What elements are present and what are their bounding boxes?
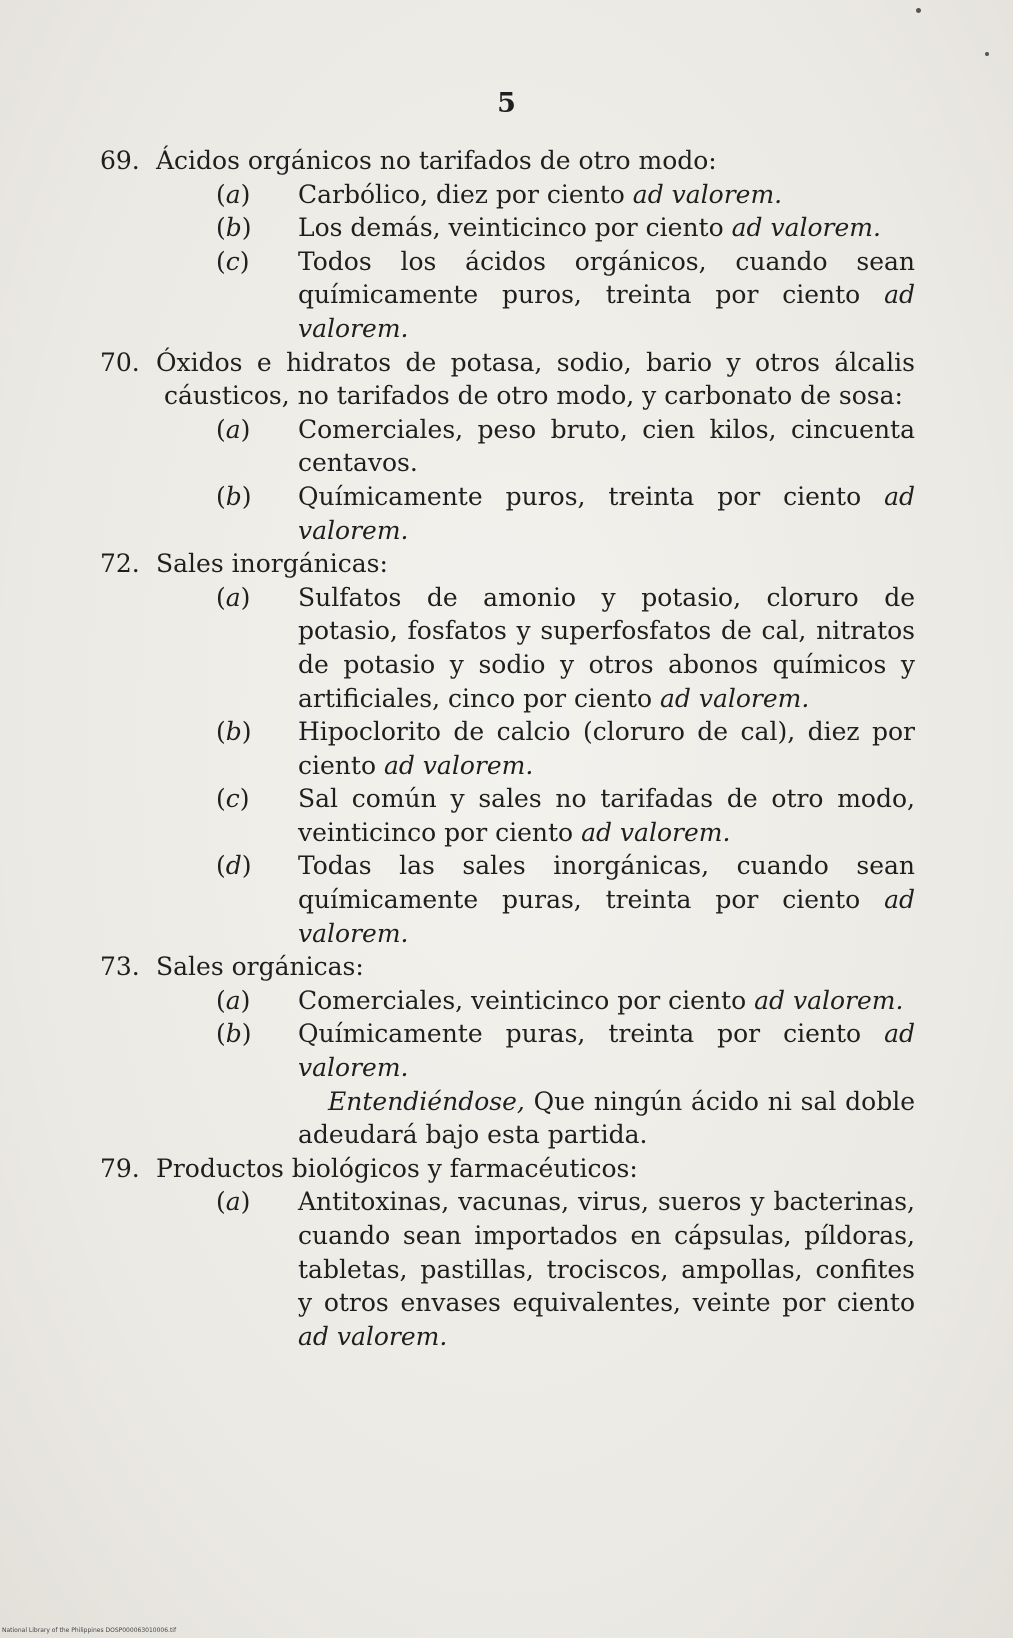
item-latin: ad valorem. <box>731 213 881 243</box>
note-text: Que ningún ácido ni sal doble adeudará bajo esta partida. <box>298 1086 915 1150</box>
item-text: Todas las sales inorgánicas, cuando sean químicamente puras, treinta por ciento <box>298 851 915 915</box>
item-latin: ad valorem. <box>632 179 783 209</box>
tariff-entry-79 <box>100 1152 915 1354</box>
item-latin: ad valorem. <box>298 481 915 545</box>
item-text: Los demás, veinticinco por ciento <box>298 213 724 243</box>
entry-label: Sales inorgánicas: <box>156 549 388 579</box>
item-latin: ad valorem. <box>298 885 915 948</box>
item-letter: (a) <box>216 414 251 444</box>
item-letter: (c) <box>216 246 250 276</box>
item-letter: (a) <box>216 985 251 1015</box>
item-letter: (c) <box>216 784 250 814</box>
tariff-entry-72 <box>100 547 915 950</box>
entry-label: Sales orgánicas: <box>156 952 364 982</box>
entry-heading <box>100 950 915 984</box>
scan-footer: National Library of the Philippines DOSP000063010006.tif <box>2 1627 177 1634</box>
entry-label: Ácidos orgánicos no tarifados de otro modo: <box>156 146 717 175</box>
entry-number: 79. <box>100 1153 140 1183</box>
item-text: Sal común y sales no tarifadas de otro modo, veinticinco por ciento <box>298 784 915 847</box>
item-letter: (b) <box>216 717 252 747</box>
item-latin: ad valorem. <box>298 280 915 343</box>
dust-speck <box>916 8 921 13</box>
item-text: Hipoclorito de calcio (cloruro de cal), diez por ciento <box>298 717 915 780</box>
entry-heading <box>100 1152 915 1186</box>
item-letter: (b) <box>216 481 252 511</box>
tariff-entry-70 <box>100 346 915 548</box>
entry-label: Productos biológicos y farmacéuticos: <box>156 1153 638 1183</box>
entry-item <box>100 211 915 245</box>
entry-item <box>100 782 915 849</box>
item-text: Comerciales, veinticinco por ciento <box>298 985 747 1015</box>
item-text: Sulfatos de amonio y potasio, cloruro de potasio, fosfatos y superfosfatos de cal, nitratos de potasio y sodio y otros abonos químicos y artificiales, cinco por ciento <box>298 582 915 713</box>
entry-number: 69. <box>100 146 140 175</box>
entry-heading <box>100 547 915 581</box>
item-letter: (b) <box>216 213 252 243</box>
entry-note <box>100 1085 915 1152</box>
item-letter: (a) <box>216 582 251 612</box>
tariff-entry-69 <box>100 144 915 346</box>
tariff-entry-73 <box>100 950 915 1152</box>
item-latin: ad valorem. <box>581 817 731 847</box>
entry-item <box>100 849 915 950</box>
entry-label: Óxidos e hidratos de potasa, sodio, bario y otros álcalis cáusticos, no tarifados de otro modo, y carbonato de sosa: <box>156 347 915 411</box>
entry-item <box>100 1017 915 1084</box>
item-text: Antitoxinas, vacunas, virus, sueros y bacterinas, cuando sean importados en cápsulas, píldoras, tabletas, pastillas, trociscos, ampollas, confites y otros envases equivalentes, veinte por ciento <box>298 1187 915 1318</box>
item-text: Químicamente puros, treinta por ciento <box>298 481 862 511</box>
item-letter: (b) <box>216 1019 252 1049</box>
item-latin: ad valorem. <box>383 750 534 780</box>
item-latin: ad valorem. <box>298 1321 448 1351</box>
entry-item <box>100 413 915 480</box>
entry-item <box>100 1185 915 1353</box>
item-letter: (d) <box>216 851 252 881</box>
entry-item <box>100 245 915 346</box>
dust-speck <box>985 52 989 56</box>
item-letter: (a) <box>216 1187 251 1217</box>
item-latin: ad valorem. <box>298 1019 915 1083</box>
page-number: 5 <box>497 88 516 119</box>
entry-item <box>100 715 915 782</box>
item-text: Químicamente puras, treinta por ciento <box>298 1019 862 1049</box>
entry-heading <box>100 346 915 413</box>
entry-number: 70. <box>100 347 140 377</box>
entry-number: 72. <box>100 549 140 579</box>
note-lead: Entendiéndose, <box>328 1086 525 1116</box>
entry-item <box>100 581 915 715</box>
entry-number: 73. <box>100 952 140 982</box>
item-text: Comerciales, peso bruto, cien kilos, cincuenta centavos. <box>298 414 915 478</box>
tariff-list <box>100 144 915 1353</box>
item-text: Todos los ácidos orgánicos, cuando sean químicamente puros, treinta por ciento <box>298 246 915 310</box>
item-letter: (a) <box>216 179 251 209</box>
entry-item <box>100 984 915 1018</box>
item-text: Carbólico, diez por ciento <box>298 179 625 209</box>
item-latin: ad valorem. <box>659 683 810 713</box>
entry-heading <box>100 144 915 178</box>
entry-item <box>100 178 915 212</box>
entry-item <box>100 480 915 547</box>
item-latin: ad valorem. <box>754 985 904 1015</box>
